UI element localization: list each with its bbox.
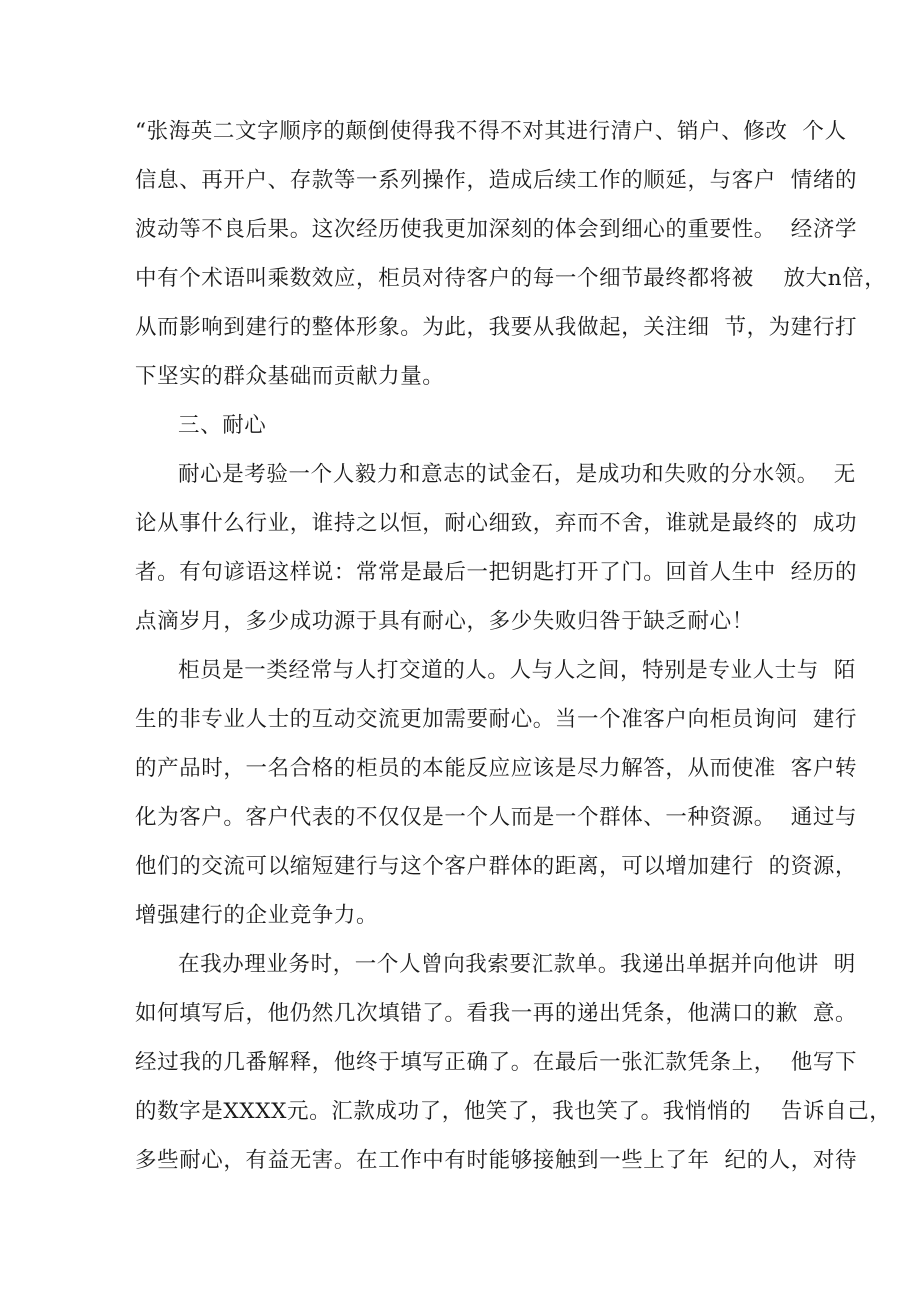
text-line: 在我办理业务时，一个人曾向我索要汇款单。我递出单据并向他讲 明 <box>178 952 856 977</box>
text-line: 生的非专业人士的互动交流更加需要耐心。当一个准客户向柜员询问 建行 <box>135 707 858 732</box>
text-line: 经过我的几番解释，他终于填写正确了。在最后一张汇款凭条上， 他写下 <box>135 1050 858 1075</box>
text-line: 多些耐心，有益无害。在工作中有时能够接触到一些上了年 纪的人，对待 <box>135 1148 858 1173</box>
text-line: 波动等不良后果。这次经历使我更加深刻的体会到细心的重要性。 经济学 <box>135 217 858 242</box>
text-line: 点滴岁月，多少成功源于具有耐心，多少失败归咎于缺乏耐心！ <box>135 609 754 634</box>
text-line: 信息、再开户、存款等一系列操作，造成后续工作的顺延，与客户 情绪的 <box>135 168 858 193</box>
text-line: 者。有句谚语这样说：常常是最后一把钥匙打开了门。回首人生中 经历的 <box>135 560 858 585</box>
text-line: 如何填写后，他仍然几次填错了。看我一再的递出凭条，他满口的歉 意。 <box>135 1001 858 1026</box>
text-line: 增强建行的企业竞争力。 <box>135 903 379 928</box>
section-heading: 三、耐心 <box>178 413 267 438</box>
text-line: 下坚实的群众基础而贡献力量。 <box>135 364 445 389</box>
text-line: 他们的交流可以缩短建行与这个客户群体的距离，可以增加建行 的资源， <box>135 854 858 879</box>
text-line: 中有个术语叫乘数效应，柜员对待客户的每一个细节最终都将被 放大n倍， <box>135 266 887 291</box>
text-line: 论从事什么行业，谁持之以恒，耐心细致，弃而不舍，谁就是最终的 成功 <box>135 511 858 536</box>
text-line: 化为客户。客户代表的不仅仅是一个人而是一个群体、一种资源。 通过与 <box>135 805 858 830</box>
text-line: 从而影响到建行的整体形象。为此，我要从我做起，关注细 节，为建行打 <box>135 315 858 340</box>
text-line: “张海英二文字顺序的颠倒使得我不得不对其进行清户、销户、修改 个人 <box>135 119 847 144</box>
text-line: 柜员是一类经常与人打交道的人。人与人之间，特别是专业人士与 陌 <box>178 658 856 683</box>
text-line: 耐心是考验一个人毅力和意志的试金石，是成功和失败的分水领。 无 <box>178 462 856 487</box>
text-line: 的数字是XXXX元。汇款成功了，他笑了，我也笑了。我悄悄的 告诉自己， <box>135 1099 892 1124</box>
text-line: 的产品时，一名合格的柜员的本能反应应该是尽力解答，从而使准 客户转 <box>135 756 858 781</box>
